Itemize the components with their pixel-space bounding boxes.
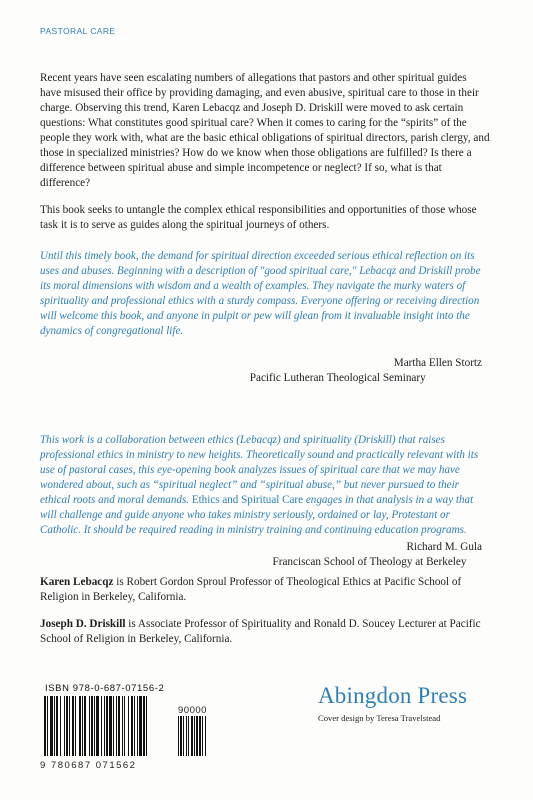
barcode-addon-bar xyxy=(191,716,193,756)
barcode-bar xyxy=(91,696,93,756)
barcode-bar xyxy=(79,696,81,756)
price-code: 90000 xyxy=(178,705,207,716)
barcode-bar xyxy=(124,696,125,756)
barcode-addon-bar xyxy=(183,716,184,756)
isbn-number: ISBN 978-0-687-07156-2 xyxy=(45,683,165,694)
ean-digits: 9 780687 071562 xyxy=(40,760,137,771)
barcode-addon-bar xyxy=(180,716,182,756)
author-name-2: Joseph D. Driskill xyxy=(40,618,126,630)
barcode-bar xyxy=(137,696,138,756)
barcode-bar xyxy=(54,696,55,756)
barcode-bar xyxy=(139,696,142,756)
barcode-bar xyxy=(56,696,58,756)
endorsement-quote-2 xyxy=(40,433,488,538)
barcode-bar xyxy=(75,696,76,756)
barcode-bar xyxy=(60,696,61,756)
barcode-bar xyxy=(89,696,90,756)
cover-design-credit: Cover design by Teresa Travelstead xyxy=(318,713,441,723)
barcode-bar xyxy=(116,696,117,756)
barcode-bar xyxy=(44,696,46,756)
author-bio-2 xyxy=(40,617,490,647)
barcode-bar xyxy=(47,696,48,756)
author-bio-1 xyxy=(40,575,490,605)
barcode-addon-bar xyxy=(186,716,187,756)
barcode-bar xyxy=(101,696,102,756)
barcode-bar xyxy=(82,696,83,756)
barcode-bar xyxy=(122,696,123,756)
barcode-bar xyxy=(106,696,108,756)
endorsement-attribution-2 xyxy=(273,540,483,570)
barcode-bar xyxy=(109,696,112,756)
barcode-bar xyxy=(72,696,74,756)
barcode-bar xyxy=(50,696,53,756)
author-bio-text-2: is Associate Professor of Spirituality and Ronald D. Soucey Lecturer at Pacific School of Religion in Berkeley, California. xyxy=(40,618,481,645)
barcode-addon-bar xyxy=(199,716,201,756)
author-name-1: Karen Lebacqz xyxy=(40,576,114,588)
publisher-logo: Abingdon Press xyxy=(318,683,468,708)
author-bio-text-1: is Robert Gordon Sproul Professor of Theological Ethics at Pacific School of Religion in Berkeley, California. xyxy=(40,576,462,603)
barcode-bar xyxy=(113,696,114,756)
endorsement-quote-1: Until this timely book, the demand for spiritual direction exceeded serious ethical reflection on its uses and abuses. Beginning with a description of "good spiritual care," Lebacqz and Driskill probe its moral dimensions with wisdom and a wealth of examples. They navigate the murky waters of spirituality and professional ethics with a sturdy compass. Everyone offering or receiving direction will welcome this book, and anyone in pulpit or pew will glean from it invaluable insight into the dynamics of congregational life. xyxy=(40,250,481,337)
barcode-bar xyxy=(128,696,129,756)
endorsement-quote-2-part-b: engages in that analysis in a way that will challenge and guide anyone who takes ministry seriously, ordained or lay, Protestant or Catholic. It should be required reading in ministry training and continuing education programs. xyxy=(40,494,474,536)
endorser-name-2: Richard M. Gula xyxy=(406,541,482,553)
endorser-affiliation-2: Franciscan School of Theology at Berkeley xyxy=(272,556,467,568)
barcode-bar xyxy=(118,696,120,756)
barcode-bar xyxy=(146,696,147,756)
barcode-addon-bar xyxy=(196,716,198,756)
barcode-bar xyxy=(104,696,105,756)
book-title-reference: Ethics and Spiritual Care xyxy=(191,494,304,506)
endorsement-attribution-1 xyxy=(250,356,482,386)
isbn-barcode xyxy=(40,683,210,773)
endorser-name-1: Martha Ellen Stortz xyxy=(393,357,482,369)
blurb xyxy=(40,71,490,245)
category-label: PASTORAL CARE xyxy=(40,26,116,36)
barcode-addon-bar xyxy=(178,716,179,756)
barcode-bar xyxy=(134,696,135,756)
endorser-affiliation-1: Pacific Lutheran Theological Seminary xyxy=(249,372,426,384)
barcode-bar xyxy=(143,696,145,756)
barcode-addon-bar xyxy=(202,716,203,756)
blurb-paragraph-2: This book seeks to untangle the complex ethical responsibilities and opportunities of those whose task it is to serve as guides along the spiritual journeys of others. xyxy=(40,204,477,231)
barcode-bar xyxy=(96,696,99,756)
barcode-bar xyxy=(94,696,95,756)
blurb-paragraph-1: Recent years have seen escalating numbers of allegations that pastors and other spiritual guides have misused their office by providing damaging, and even abusive, spiritual care to those in their charge. Observing this trend, Karen Lebacqz and Joseph D. Driskill were moved to ask certain questions: What constitutes good spiritual care? When it comes to caring for the “spirits” of the people they work with, what are the basic ethical obligations of spiritual directors, parish clergy, and those in specialized ministries? How do we know when those obligations are fulfilled? Is there a difference between spiritual abuse and simple incompetence or neglect? If so, what is that difference? xyxy=(40,72,490,189)
barcode-bar xyxy=(64,696,65,756)
barcode-bar xyxy=(84,696,86,756)
barcode-bar xyxy=(131,696,133,756)
barcode-bar xyxy=(66,696,68,756)
barcode-bar xyxy=(69,696,70,756)
barcode-addon-bar xyxy=(194,716,195,756)
barcode-addon-bar xyxy=(188,716,189,756)
endorsement-quote-2-part-a: This work is a collaboration between ethics (Lebacqz) and spirituality (Driskill) that raises professional ethics in ministry to new heights. Theoretically sound and practically relevant with its use of pastoral cases, this eye-opening book analyzes issues of spiritual care that we may have wondered about, such as “spiritual neglect” and “spiritual abuse,” but never pursued to their ethical roots and moral demands. xyxy=(40,434,479,506)
barcode-addon-bar xyxy=(205,716,206,756)
